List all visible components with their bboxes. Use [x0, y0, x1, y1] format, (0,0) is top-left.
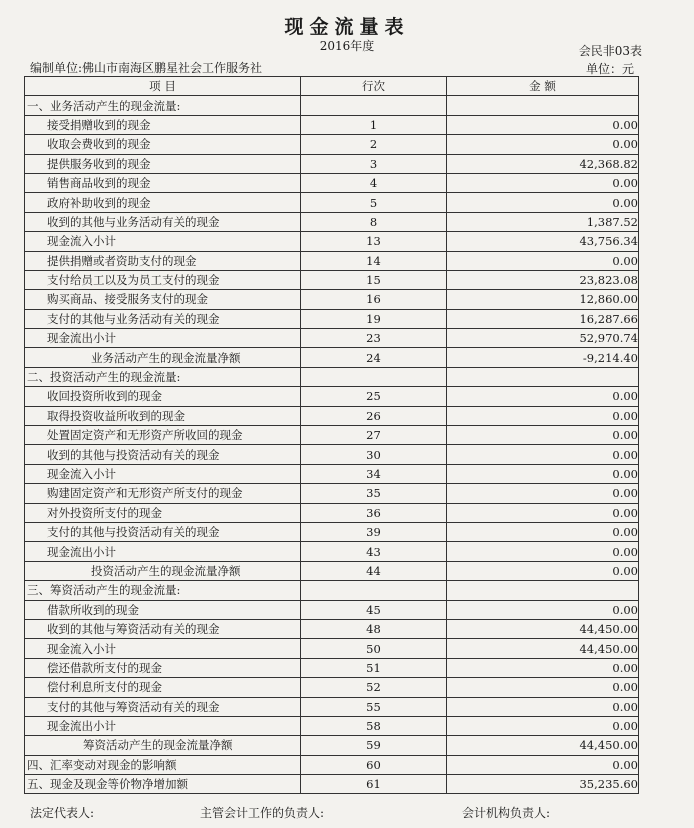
table-body [25, 96, 639, 794]
row-line-number: 48 [301, 619, 447, 638]
table-row [25, 426, 639, 445]
row-line-number: 43 [301, 542, 447, 561]
table-row [25, 736, 639, 755]
row-amount: 12,860.00 [447, 290, 639, 309]
row-line-number: 24 [301, 348, 447, 367]
table-row [25, 484, 639, 503]
row-amount: 0.00 [447, 561, 639, 580]
table-row [25, 658, 639, 677]
table-row [25, 193, 639, 212]
row-amount: 0.00 [447, 658, 639, 677]
row-item-label: 收取会费收到的现金 [25, 135, 301, 154]
row-amount: 0.00 [447, 464, 639, 483]
row-item-label: 支付的其他与投资活动有关的现金 [25, 522, 301, 541]
row-item-label: 筹资活动产生的现金流量净额 [25, 736, 301, 755]
row-amount: 52,970.74 [447, 329, 639, 348]
row-item-label: 偿付利息所支付的现金 [25, 678, 301, 697]
row-amount: 43,756.34 [447, 232, 639, 251]
row-item-label: 二、投资活动产生的现金流量: [25, 367, 301, 386]
row-amount [447, 367, 639, 386]
row-line-number [301, 367, 447, 386]
row-item-label: 四、汇率变动对现金的影响额 [25, 755, 301, 774]
row-line-number: 52 [301, 678, 447, 697]
table-row [25, 115, 639, 134]
row-amount: 23,823.08 [447, 270, 639, 289]
row-item-label: 对外投资所支付的现金 [25, 503, 301, 522]
row-line-number: 58 [301, 716, 447, 735]
row-amount: 0.00 [447, 600, 639, 619]
row-amount: -9,214.40 [447, 348, 639, 367]
table-row [25, 367, 639, 386]
table-row [25, 639, 639, 658]
header-item: 项 目 [25, 77, 301, 96]
row-amount: 44,450.00 [447, 639, 639, 658]
row-line-number: 25 [301, 387, 447, 406]
row-item-label: 提供服务收到的现金 [25, 154, 301, 173]
row-line-number: 55 [301, 697, 447, 716]
table-row [25, 348, 639, 367]
row-amount: 0.00 [447, 503, 639, 522]
row-line-number: 1 [301, 115, 447, 134]
row-amount: 0.00 [447, 193, 639, 212]
row-amount [447, 96, 639, 115]
row-amount: 0.00 [447, 755, 639, 774]
row-amount: 35,235.60 [447, 775, 639, 794]
row-item-label: 收回投资所收到的现金 [25, 387, 301, 406]
table-row [25, 251, 639, 270]
table-row [25, 270, 639, 289]
row-amount: 0.00 [447, 251, 639, 270]
row-item-label: 现金流出小计 [25, 716, 301, 735]
row-item-label: 现金流入小计 [25, 232, 301, 251]
row-item-label: 支付的其他与业务活动有关的现金 [25, 309, 301, 328]
row-item-label: 现金流入小计 [25, 639, 301, 658]
table-row [25, 542, 639, 561]
row-item-label: 支付的其他与筹资活动有关的现金 [25, 697, 301, 716]
row-line-number: 50 [301, 639, 447, 658]
row-item-label: 三、筹资活动产生的现金流量: [25, 581, 301, 600]
row-amount: 0.00 [447, 426, 639, 445]
row-line-number: 44 [301, 561, 447, 580]
table-row [25, 232, 639, 251]
row-amount: 44,450.00 [447, 619, 639, 638]
row-line-number: 16 [301, 290, 447, 309]
fiscal-year: 2016年度 [319, 39, 375, 53]
row-item-label: 借款所收到的现金 [25, 600, 301, 619]
row-line-number: 45 [301, 600, 447, 619]
row-amount: 0.00 [447, 406, 639, 425]
table-row [25, 329, 639, 348]
row-line-number: 13 [301, 232, 447, 251]
table-row [25, 600, 639, 619]
table-row [25, 309, 639, 328]
row-amount: 1,387.52 [447, 212, 639, 231]
row-amount: 0.00 [447, 716, 639, 735]
table-row [25, 96, 639, 115]
row-line-number: 36 [301, 503, 447, 522]
table-row [25, 678, 639, 697]
row-amount: 0.00 [447, 697, 639, 716]
row-item-label: 购建固定资产和无形资产所支付的现金 [25, 484, 301, 503]
row-amount: 0.00 [447, 135, 639, 154]
table-row [25, 387, 639, 406]
row-item-label: 现金流入小计 [25, 464, 301, 483]
row-line-number: 30 [301, 445, 447, 464]
row-item-label: 购买商品、接受服务支付的现金 [25, 290, 301, 309]
row-line-number: 2 [301, 135, 447, 154]
table-row [25, 755, 639, 774]
table-row [25, 212, 639, 231]
row-line-number: 8 [301, 212, 447, 231]
row-amount: 0.00 [447, 484, 639, 503]
row-line-number: 4 [301, 173, 447, 192]
table-row [25, 135, 639, 154]
row-amount: 0.00 [447, 387, 639, 406]
table-row [25, 503, 639, 522]
row-line-number: 5 [301, 193, 447, 212]
row-item-label: 提供捐赠或者资助支付的现金 [25, 251, 301, 270]
table-row [25, 581, 639, 600]
legal-representative-label: 法定代表人: [30, 806, 95, 820]
row-item-label: 处置固定资产和无形资产所收回的现金 [25, 426, 301, 445]
row-item-label: 五、现金及现金等价物净增加额 [25, 775, 301, 794]
table-row [25, 775, 639, 794]
row-item-label: 现金流出小计 [25, 542, 301, 561]
row-item-label: 偿还借款所支付的现金 [25, 658, 301, 677]
document-title: 现金流量表 [284, 16, 410, 38]
row-item-label: 收到的其他与筹资活动有关的现金 [25, 619, 301, 638]
row-line-number: 34 [301, 464, 447, 483]
row-amount: 16,287.66 [447, 309, 639, 328]
table-header-row [25, 77, 639, 96]
row-item-label: 现金流出小计 [25, 329, 301, 348]
header-seq: 行次 [301, 77, 447, 96]
row-item-label: 政府补助收到的现金 [25, 193, 301, 212]
table-row [25, 290, 639, 309]
row-line-number: 27 [301, 426, 447, 445]
row-item-label: 一、业务活动产生的现金流量: [25, 96, 301, 115]
table-row [25, 406, 639, 425]
cash-flow-table [24, 76, 639, 794]
row-line-number: 19 [301, 309, 447, 328]
row-item-label: 收到的其他与投资活动有关的现金 [25, 445, 301, 464]
row-amount: 0.00 [447, 542, 639, 561]
accounting-dept-head-label: 会计机构负责人: [462, 806, 551, 820]
header-amount: 金 额 [447, 77, 639, 96]
row-line-number: 35 [301, 484, 447, 503]
row-amount: 44,450.00 [447, 736, 639, 755]
row-line-number: 61 [301, 775, 447, 794]
table-row [25, 561, 639, 580]
currency-unit: 单位：元 [585, 62, 634, 76]
row-amount: 0.00 [447, 445, 639, 464]
row-amount: 0.00 [447, 522, 639, 541]
row-line-number: 60 [301, 755, 447, 774]
row-item-label: 收到的其他与业务活动有关的现金 [25, 212, 301, 231]
row-amount: 42,368.82 [447, 154, 639, 173]
accounting-head-label: 主管会计工作的负责人: [200, 806, 325, 820]
table-row [25, 619, 639, 638]
table-row [25, 445, 639, 464]
row-item-label: 接受捐赠收到的现金 [25, 115, 301, 134]
row-amount: 0.00 [447, 173, 639, 192]
row-item-label: 业务活动产生的现金流量净额 [25, 348, 301, 367]
row-item-label: 销售商品收到的现金 [25, 173, 301, 192]
row-amount [447, 581, 639, 600]
table-row [25, 716, 639, 735]
table-row [25, 522, 639, 541]
row-item-label: 投资活动产生的现金流量净额 [25, 561, 301, 580]
row-line-number: 15 [301, 270, 447, 289]
row-line-number: 14 [301, 251, 447, 270]
row-line-number: 26 [301, 406, 447, 425]
reporting-organization: 编制单位:佛山市南海区鹏星社会工作服务社 [30, 61, 263, 75]
row-line-number [301, 96, 447, 115]
row-line-number: 51 [301, 658, 447, 677]
row-item-label: 取得投资收益所收到的现金 [25, 406, 301, 425]
row-line-number: 23 [301, 329, 447, 348]
row-line-number: 3 [301, 154, 447, 173]
form-number: 会民非03表 [578, 44, 642, 58]
row-line-number: 39 [301, 522, 447, 541]
table-row [25, 464, 639, 483]
row-line-number: 59 [301, 736, 447, 755]
table-row [25, 154, 639, 173]
table-row [25, 173, 639, 192]
row-item-label: 支付给员工以及为员工支付的现金 [25, 270, 301, 289]
row-line-number [301, 581, 447, 600]
row-amount: 0.00 [447, 115, 639, 134]
row-amount: 0.00 [447, 678, 639, 697]
table-row [25, 697, 639, 716]
